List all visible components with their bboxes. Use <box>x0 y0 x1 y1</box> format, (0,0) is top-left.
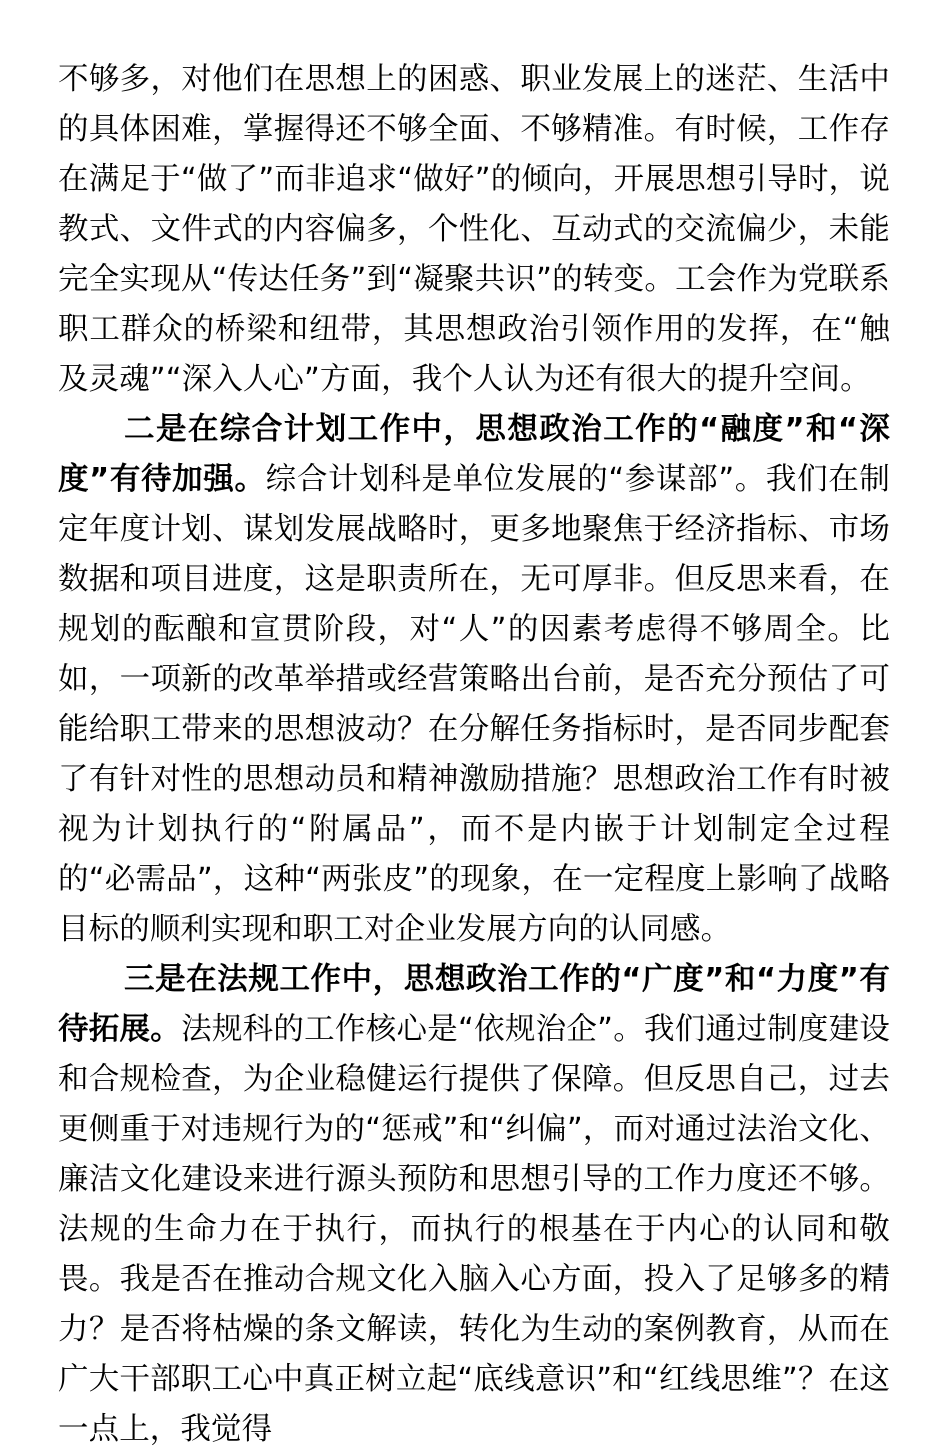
paragraph-third-point <box>58 955 890 1455</box>
heading-second-point: 二是在综合计划工作中，思想政治工作的“融度”和“深度”有待加强。 <box>58 412 890 497</box>
paragraph-continuation <box>58 55 890 405</box>
paragraph-text: 综合计划科是单位发展的“参谋部”。我们在制定年度计划、谋划发展战略时，更多地聚焦于经济指标、市场数据和项目进度，这是职责所在，无可厚非。但反思来看，在规划的酝酿和宣贯阶段，对“人”的因素考虑得不够周全。比如，一项新的改革举措或经营策略出台前，是否充分预估了可能给职工带来的思想波动？在分解任务指标时，是否同步配套了有针对性的思想动员和精神激励措施？思想政治工作有时被视为计划执行的“附属品”，而不是内嵌于计划制定全过程的“必需品”，这种“两张皮”的现象，在一定程度上影响了战略目标的顺利实现和职工对企业发展方向的认同感。 <box>58 462 891 947</box>
heading-third-point: 三是在法规工作中，思想政治工作的“广度”和“力度”有待拓展。 <box>58 962 890 1047</box>
document-body <box>58 55 890 1455</box>
paragraph-text: 不够多，对他们在思想上的困惑、职业发展上的迷茫、生活中的具体困难，掌握得还不够全面、不够精准。有时候，工作存在满足于“做了”而非追求“做好”的倾向，开展思想引导时，说教式、文件式的内容偏多，个性化、互动式的交流偏少，未能完全实现从“传达任务”到“凝聚共识”的转变。工会作为党联系职工群众的桥梁和纽带，其思想政治引领作用的发挥，在“触及灵魂”“深入人心”方面，我个人认为还有很大的提升空间。 <box>58 62 890 397</box>
paragraph-text: 法规科的工作核心是“依规治企”。我们通过制度建设和合规检查，为企业稳健运行提供了保障。但反思自己，过去更侧重于对违规行为的“惩戒”和“纠偏”，而对通过法治文化、廉洁文化建设来进行源头预防和思想引导的工作力度还不够。法规的生命力在于执行，而执行的根基在于内心的认同和敬畏。我是否在推动合规文化入脑入心方面，投入了足够多的精力？是否将枯燥的条文解读，转化为生动的案例教育，从而在广大干部职工心中真正树立起“底线意识”和“红线思维”？在这一点上，我觉得 <box>58 1012 890 1447</box>
paragraph-second-point <box>58 405 890 955</box>
